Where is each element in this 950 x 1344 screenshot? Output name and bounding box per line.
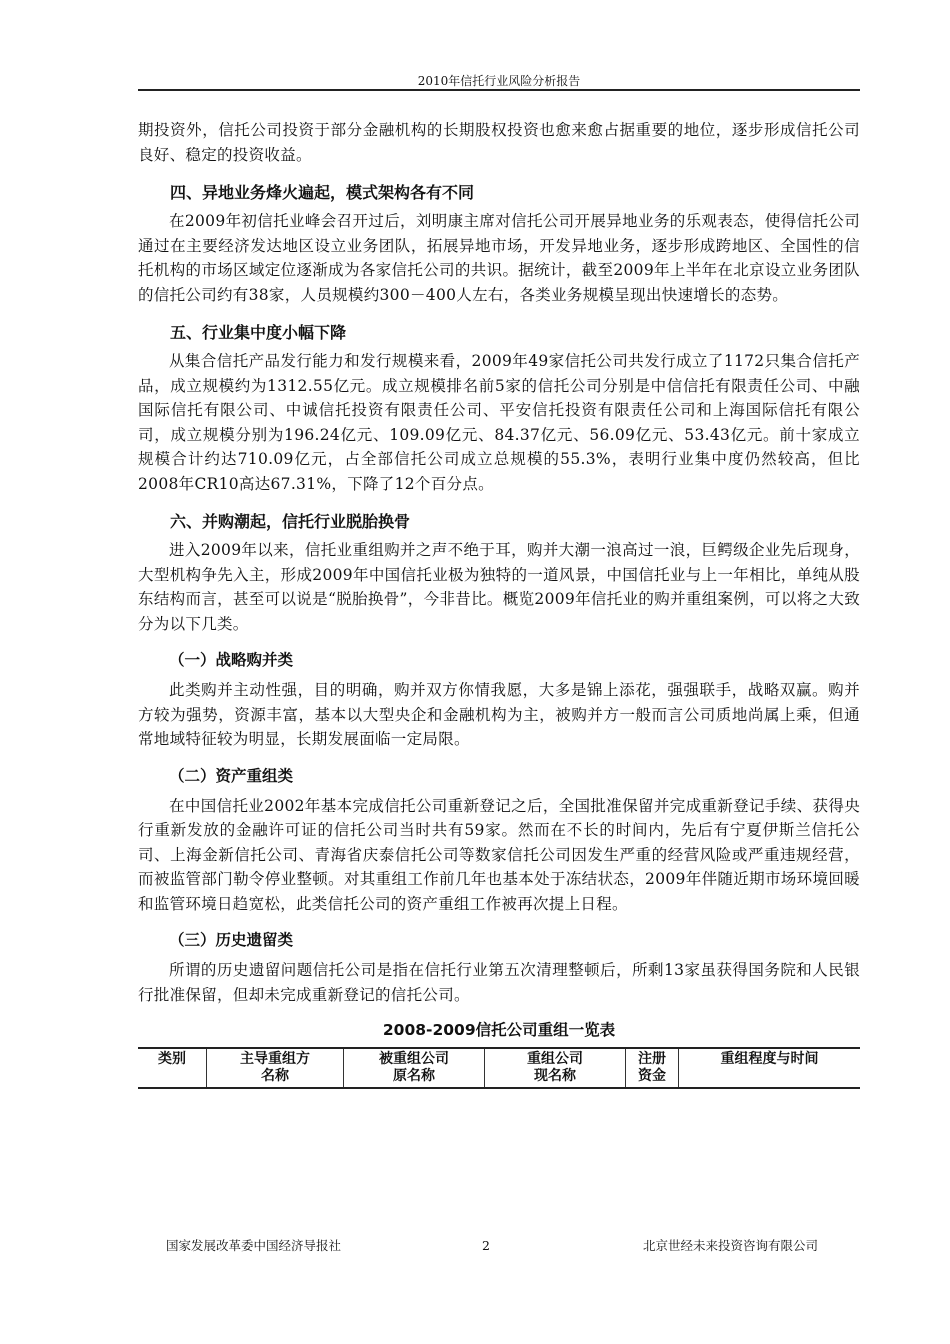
paragraph: 所谓的历史遗留问题信托公司是指在信托行业第五次清理整顿后，所剩13家虽获得国务院和人民银行批准保留，但却未完成重新登记的信托公司。	[138, 961, 860, 1004]
page-number: 2	[482, 1238, 490, 1253]
footer-company: 北京世经未来投资咨询有限公司	[642, 1238, 818, 1253]
reorganization-table	[138, 1047, 860, 1089]
page-header: 2010年信托行业风险分析报告	[417, 74, 581, 88]
subsection-heading-1: （一）战略购并类	[169, 651, 294, 669]
column-header: 类别	[138, 1048, 207, 1088]
subsection-heading-2: （二）资产重组类	[169, 766, 294, 785]
section-heading-6: 六、并购潮起，信托行业脱胎换骨	[170, 512, 411, 531]
document-body	[138, 118, 860, 1089]
section-heading-4: 四、异地业务烽火遍起，模式架构各有不同	[170, 183, 475, 202]
header-rule	[138, 89, 860, 91]
section-heading-5: 五、行业集中度小幅下降	[170, 323, 347, 342]
page-footer	[138, 1236, 860, 1256]
column-header: 重组程度与时间	[679, 1048, 861, 1088]
paragraph: 进入2009年以来，信托业重组购并之声不绝于耳，购并大潮一浪高过一浪，巨鳄级企业先后现身，大型机构争先入主，形成2009年中国信托业极为独特的一道风景，中国信托业与上一年相比，单纯从股东结构而言，甚至可以说是“脱胎换骨”，今非昔比。概览2009年信托业的购并重组案例，可以将之大致分为以下几类。	[138, 541, 860, 633]
paragraph: 期投资外，信托公司投资于部分金融机构的长期股权投资也愈来愈占据重要的地位，逐步形成信托公司良好、稳定的投资收益。	[138, 121, 860, 164]
column-header: 主导重组方 名称	[207, 1048, 344, 1088]
footer-publisher: 国家发展改革委中国经济导报社	[166, 1238, 342, 1253]
column-header: 重组公司 现名称	[485, 1048, 626, 1088]
column-header: 被重组公司 原名称	[344, 1048, 485, 1088]
paragraph: 从集合信托产品发行能力和发行规模来看，2009年49家信托公司共发行成立了1172只集合信托产品，成立规模约为1312.55亿元。成立规模排名前5家的信托公司分别是中信信托有限责任公司、中融国际信托有限公司、中诚信托投资有限责任公司、平安信托投资有限责任公司和上海国际信托有限公司，成立规模分别为196.24亿元、109.09亿元、84.37亿元、56.09亿元、53.43亿元。前十家成立规模合计约达710.09亿元，占全部信托公司成立总规模的55.3%，表明行业集中度仍然较高，但比2008年CR10高达67.31%，下降了12个百分点。	[138, 352, 860, 493]
column-header: 注册 资金	[626, 1048, 679, 1088]
table-title: 2008-2009信托公司重组一览表	[382, 1021, 616, 1039]
table-header-row	[138, 1048, 860, 1088]
paragraph: 在中国信托业2002年基本完成信托公司重新登记之后，全国批准保留并完成重新登记手续、获得央行重新发放的金融许可证的信托公司当时共有59家。然而在不长的时间内，先后有宁夏伊斯兰信托公司、上海金新信托公司、青海省庆泰信托公司等数家信托公司因发生严重的经营风险或严重违规经营，而被监管部门勒令停业整顿。对其重组工作前几年也基本处于冻结状态，2009年伴随近期市场环境回暖和监管环境日趋宽松，此类信托公司的资产重组工作被再次提上日程。	[138, 796, 860, 913]
subsection-heading-3: （三）历史遗留类	[169, 931, 294, 949]
paragraph: 此类购并主动性强，目的明确，购并双方你情我愿，大多是锦上添花，强强联手，战略双赢。购并方较为强势，资源丰富，基本以大型央企和金融机构为主，被购并方一般而言公司质地尚属上乘，但通常地域特征较为明显，长期发展面临一定局限。	[138, 681, 860, 748]
paragraph: 在2009年初信托业峰会召开过后，刘明康主席对信托公司开展异地业务的乐观表态，使得信托公司通过在主要经济发达地区设立业务团队，拓展异地市场，开发异地业务，逐步形成跨地区、全国性的信托机构的市场区域定位逐渐成为各家信托公司的共识。据统计，截至2009年上半年在北京设立业务团队的信托公司约有38家，人员规模约300－400人左右，各类业务规模呈现出快速增长的态势。	[138, 212, 860, 304]
